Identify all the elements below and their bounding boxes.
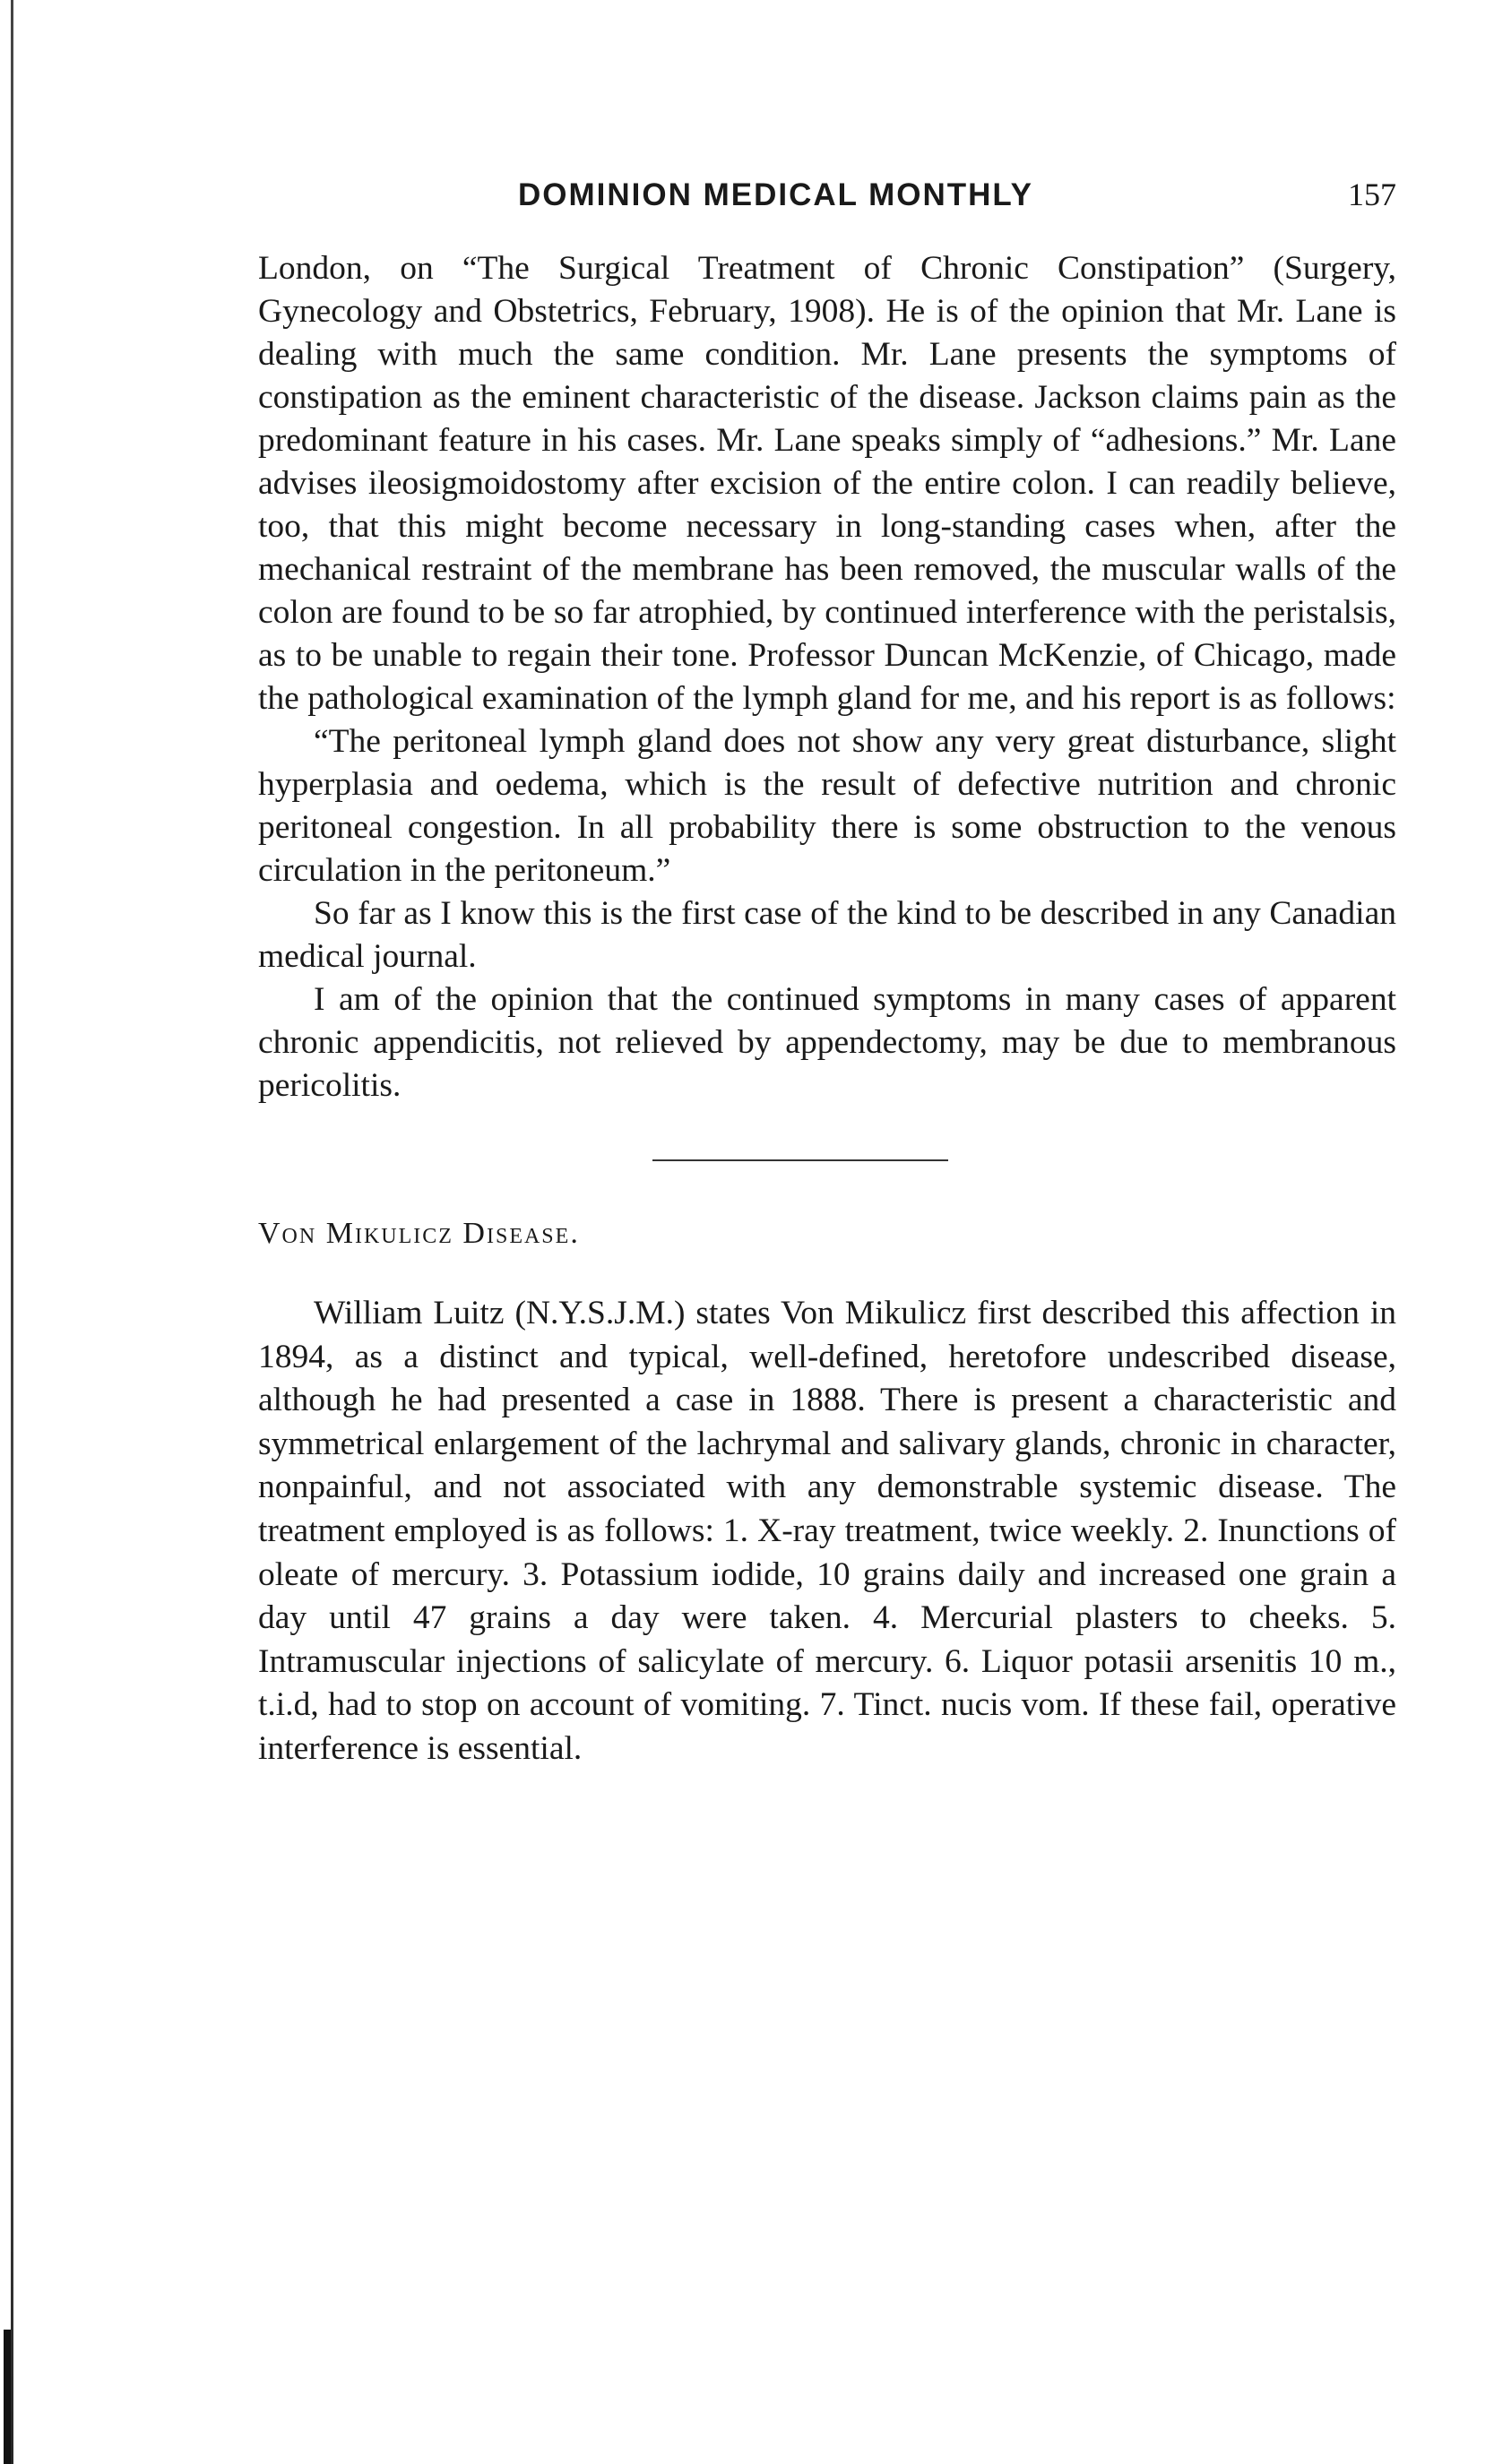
binding-edge-corner-shadow [4,2330,11,2464]
journal-title: DOMINION MEDICAL MONTHLY [518,177,1033,212]
binding-edge-shadow [11,0,13,2464]
section-paragraph: William Luitz (N.Y.S.J.M.) states Von Mikulicz first described this affection in 1894, as a distinct and typical, well-defined, heretofore undescribed disease, although he had presented a case in 1888. There is present a characteristic and symmetrical enlargement of the lachrymal and salivary glands, chronic in character, nonpainful, and not associated with any demonstrable systemic disease. The treatment employed is as follows: 1. X-ray treatment, twice weekly. 2. Inunctions of oleate of mercury. 3. Potassium iodide, 10 grains daily and increased one grain a day until 47 grains a day were taken. 4. Mercurial plasters to cheeks. 5. Intramuscular injections of salicylate of mercury. 6. Liquor potasii arsenitis 10 m., t.i.d, had to stop on account of vomiting. 7. Tinct. nucis vom. If these fail, operative interference is essential. [258,1295,1396,1767]
page-number: 157 [1348,177,1396,212]
running-head [258,170,1396,224]
section-body [258,1292,1396,1771]
page [258,170,1396,1771]
paragraph-quote: “The peritoneal lymph gland does not show any very great disturbance, slight hyperplasia and oedema, which is the result of defective nutrition and chronic peritoneal congestion. In all probability there is some obstruction to the venous circulation in the peritoneum.” [258,723,1396,889]
paragraph-opinion: I am of the opinion that the continued symptoms in many cases of apparent chronic appendicitis, not relieved by appendectomy, may be due to membranous pericolitis. [258,981,1396,1104]
paragraph-first-case: So far as I know this is the first case of the kind to be described in any Canadian medical journal. [258,895,1396,975]
section-divider-rule [652,1159,948,1161]
paragraph-continued: London, on “The Surgical Treatment of Chronic Constipation” (Surgery, Gynecology and Obstetrics, February, 1908). He is of the opinion that Mr. Lane is dealing with much the same condition. Mr. Lane presents the symptoms of constipation as the eminent characteristic of the disease. Jackson claims pain as the predominant feature in his cases. Mr. Lane speaks simply of “adhesions.” Mr. Lane advises ileosigmoidostomy after excision of the entire colon. I can readily believe, too, that this might become necessary in long-standing cases when, after the mechanical restraint of the membrane has been removed, the muscular walls of the colon are found to be so far atrophied, by continued interference with the peristalsis, as to be unable to regain their tone. Professor Duncan McKenzie, of Chicago, made the pathological examination of the lymph gland for me, and his report is as follows: [258,250,1396,717]
section-heading: Von Mikulicz Disease. [258,1217,580,1250]
